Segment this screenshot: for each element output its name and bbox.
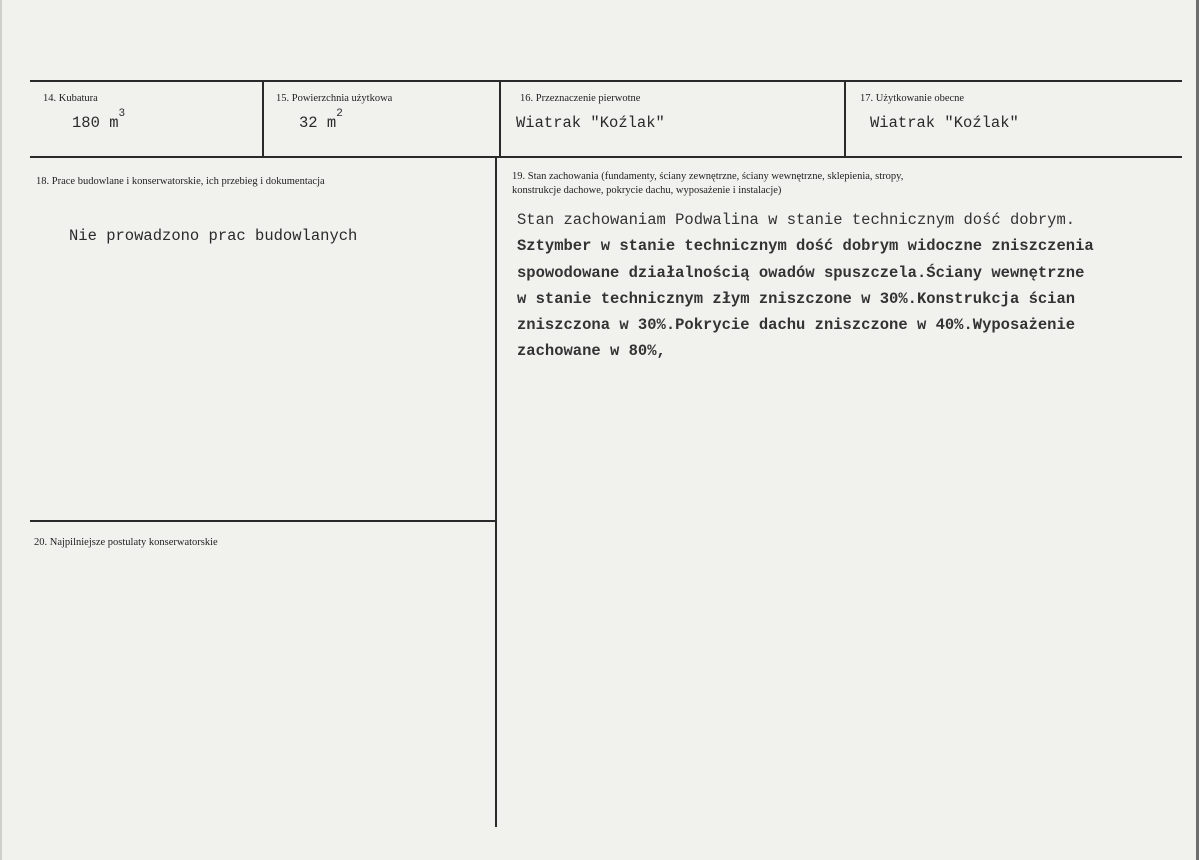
field-18-value: Nie prowadzono prac budowlanych [69, 227, 358, 245]
divider-14-15 [262, 81, 264, 156]
field-15-value [299, 108, 343, 132]
field-18-label: 18. Prace budowlane i konserwatorskie, ich przebieg i dokumentacja [36, 176, 325, 187]
field-14-number: 180 m [72, 114, 119, 132]
field-17-value: Wiatrak "Koźlak" [870, 114, 1019, 132]
field-17-label: 17. Użytkowanie obecne [860, 93, 965, 104]
field-19-text [517, 207, 1177, 365]
field-19-line: spowodowane działalnością owadów spuszczela.Ściany wewnętrzne [517, 263, 1085, 282]
middle-rule [30, 156, 1182, 158]
field-19-line: zniszczona w 30%.Pokrycie dachu zniszczone w 40%.Wyposażenie [517, 316, 1076, 335]
field-15-label: 15. Powierzchnia użytkowa [276, 93, 393, 104]
field-15-exponent: 2 [336, 108, 343, 120]
field-20-label: 20. Najpilniejsze postulaty konserwatorskie [34, 537, 218, 548]
divider-15-16 [499, 81, 501, 156]
left-column-rule [30, 520, 496, 522]
divider-16-17 [844, 81, 846, 156]
field-19-line: zachowane w 80%, [517, 342, 666, 361]
top-rule [30, 80, 1182, 82]
field-19-label-line-1: 19. Stan zachowania (fundamenty, ściany zewnętrzne, ściany wewnętrzne, sklepienia, stropy, [512, 171, 904, 182]
field-19-line: w stanie technicznym złym zniszczone w 30%.Konstrukcja ścian [517, 289, 1076, 308]
field-19-line: Stan zachowaniam Podwalina w stanie technicznym dość dobrym. [517, 211, 1076, 229]
field-19-label-line-2: konstrukcje dachowe, pokrycie dachu, wyposażenie i instalacje) [512, 185, 782, 196]
field-14-exponent: 3 [118, 108, 126, 120]
field-16-label: 16. Przeznaczenie pierwotne [520, 93, 641, 104]
divider-18-19 [495, 157, 497, 827]
field-15-number: 32 m [299, 114, 337, 132]
field-14-label: 14. Kubatura [43, 93, 98, 104]
card-left-edge [0, 0, 2, 860]
field-14-value [72, 108, 126, 132]
field-16-value: Wiatrak "Koźlak" [516, 114, 665, 132]
field-19-line: Sztymber w stanie technicznym dość dobrym widoczne zniszczenia [517, 237, 1094, 256]
